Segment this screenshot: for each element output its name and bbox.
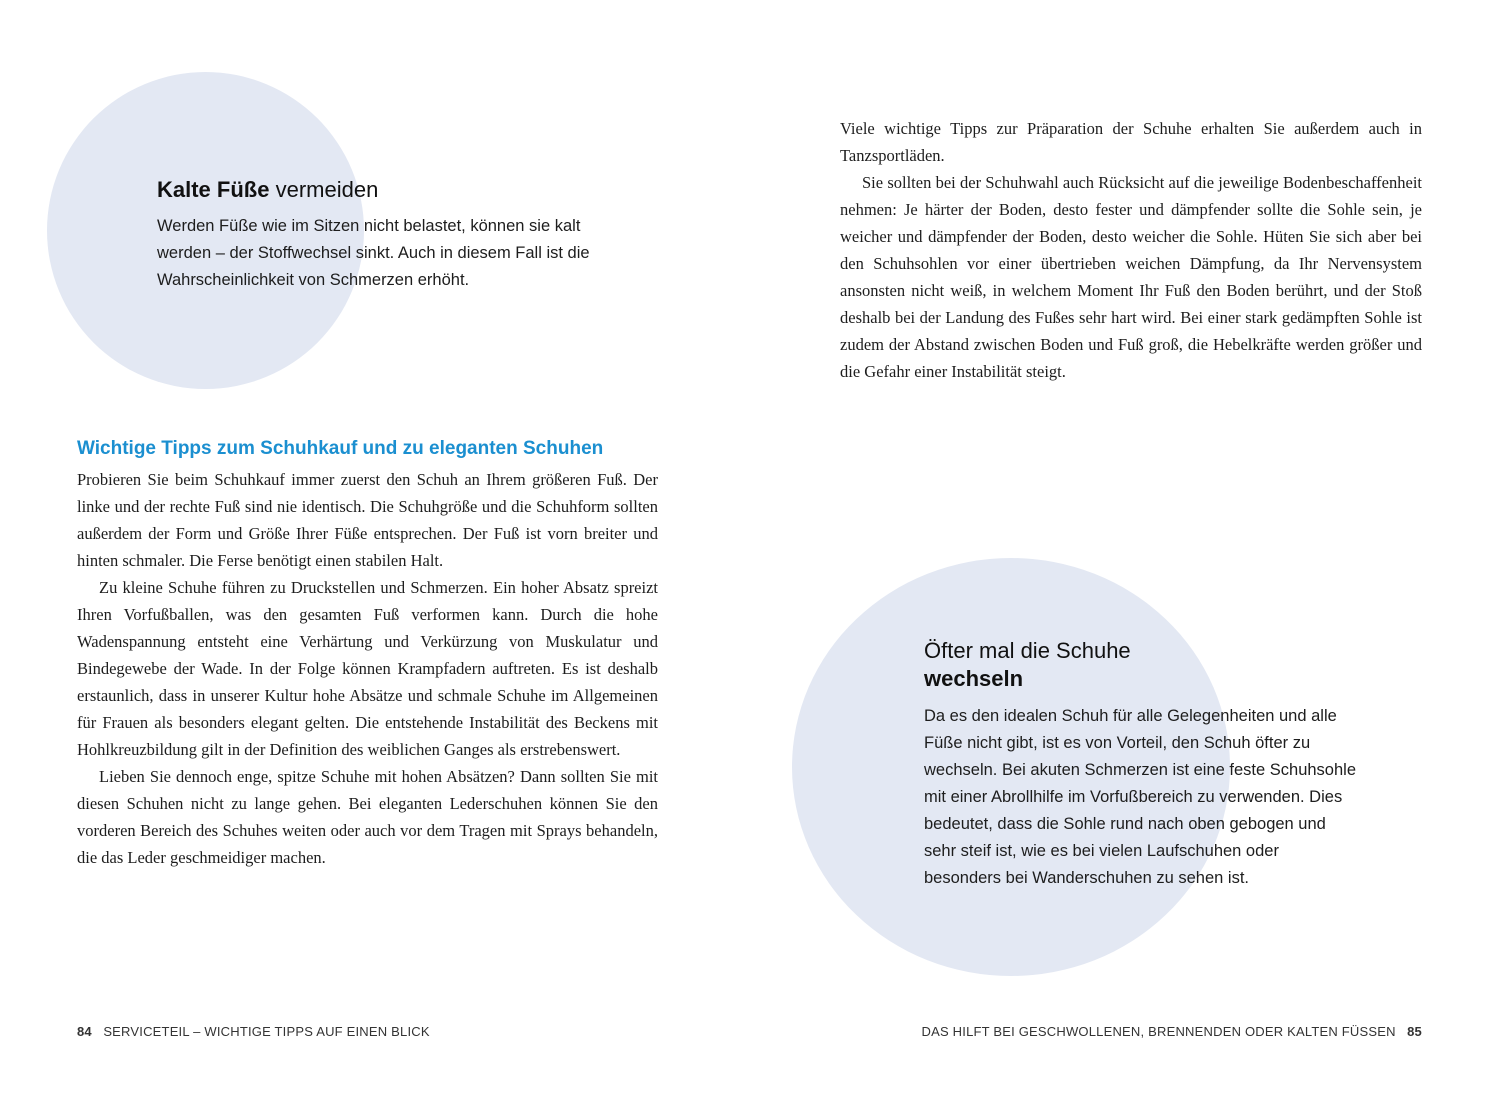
section-heading: Wichtige Tipps zum Schuhkauf und zu eleganten Schuhen [77,438,604,459]
tip-box-text-kalte-fuesse: Werden Füße wie im Sitzen nicht belastet, können sie kalt werden – der Stoffwechsel sinkt. Auch in diesem Fall ist die Wahrscheinlichkeit von Schmerzen erhöht. [157,217,590,289]
paragraph: Lieben Sie dennoch enge, spitze Schuhe mit hohen Absätzen? Dann sollten Sie mit diesen Schuhen nicht zu lange gehen. Bei eleganten Lederschuhen können Sie den vorderen Bereich des Schuhes weiten oder auch vor dem Tragen mit Sprays behandeln, die das Leder geschmeidiger machen. [77,767,658,867]
tip-box-title-bold: Kalte Füße [157,177,270,202]
running-title-left: SERVICETEIL – WICHTIGE TIPPS AUF EINEN BLICK [103,1024,430,1039]
footer-left [77,1023,430,1041]
left-body-text [77,466,658,871]
page-number-left: 84 [77,1024,92,1039]
tip-box-title-schuhe-wechseln [924,637,1304,693]
paragraph: Sie sollten bei der Schuhwahl auch Rücksicht auf die jeweilige Bodenbeschaffenheit nehmen: Je härter der Boden, desto fester und dämpfender sollte die Sohle sein, je weicher und dämpfender der Boden, desto weicher die Sohle. Hüten Sie sich aber bei den Schuhsohlen vor einer übertrieben weichen Dämpfung, da Ihr Nervensystem ansonsten nicht weiß, in welchem Moment Ihr Fuß den Boden berührt, und der Stoß deshalb bei der Landung des Fußes sehr hart wird. Bei einer stark gedämpften Sohle ist zudem der Abstand zwischen Boden und Fuß groß, die Hebelkräfte werden größer und die Gefahr einer Instabilität steigt. [840,173,1422,381]
right-body-text [840,115,1422,385]
tip-box-title-kalte-fuesse [157,176,517,204]
tip-box-title-rest: Öfter mal die Schuhe [924,638,1131,663]
page-number-right: 85 [1407,1024,1422,1039]
paragraph: Zu kleine Schuhe führen zu Druckstellen und Schmerzen. Ein hoher Absatz spreizt Ihren Vorfußballen, was den gesamten Fuß verformen kann. Durch die hohe Wadenspannung entsteht eine Verhärtung und Verkürzung von Muskulatur und Bindegewebe der Wade. In der Folge können Krampfadern auftreten. Es ist deshalb erstaunlich, dass in unserer Kultur hohe Absätze und schmale Schuhe im Allgemeinen für Frauen als besonders elegant gelten. Die entstehende Instabilität des Beckens mit Hohlkreuzbildung gilt in der Definition des weiblichen Ganges als erstrebenswert. [77,578,658,759]
running-title-right: DAS HILFT BEI GESCHWOLLENEN, BRENNENDEN ODER KALTEN FÜSSEN [921,1024,1396,1039]
paragraph: Probieren Sie beim Schuhkauf immer zuerst den Schuh an Ihrem größeren Fuß. Der linke und der rechte Fuß sind nie identisch. Die Schuhgröße und die Schuhform sollten außerdem der Form und Größe Ihrer Füße entsprechen. Der Fuß ist vorn breiter und hinten schmaler. Die Ferse benötigt einen stabilen Halt. [77,470,658,570]
footer-right [922,1023,1422,1041]
paragraph: Viele wichtige Tipps zur Präparation der Schuhe erhalten Sie außerdem auch in Tanzsportläden. [840,119,1422,165]
tip-box-title-rest: vermeiden [269,177,379,202]
tip-box-text-schuhe-wechseln: Da es den idealen Schuh für alle Gelegenheiten und alle Füße nicht gibt, ist es von Vorteil, den Schuh öfter zu wechseln. Bei akuten Schmerzen ist eine feste Schuhsohle mit einer Abrollhilfe im Vorfußbereich zu verwenden. Dies bedeutet, dass die Sohle rund nach oben gebogen und sehr steif ist, wie es bei vielen Laufschuhen oder besonders bei Wanderschuhen zu sehen ist. [924,707,1356,887]
tip-box-title-bold: wechseln [924,666,1024,691]
